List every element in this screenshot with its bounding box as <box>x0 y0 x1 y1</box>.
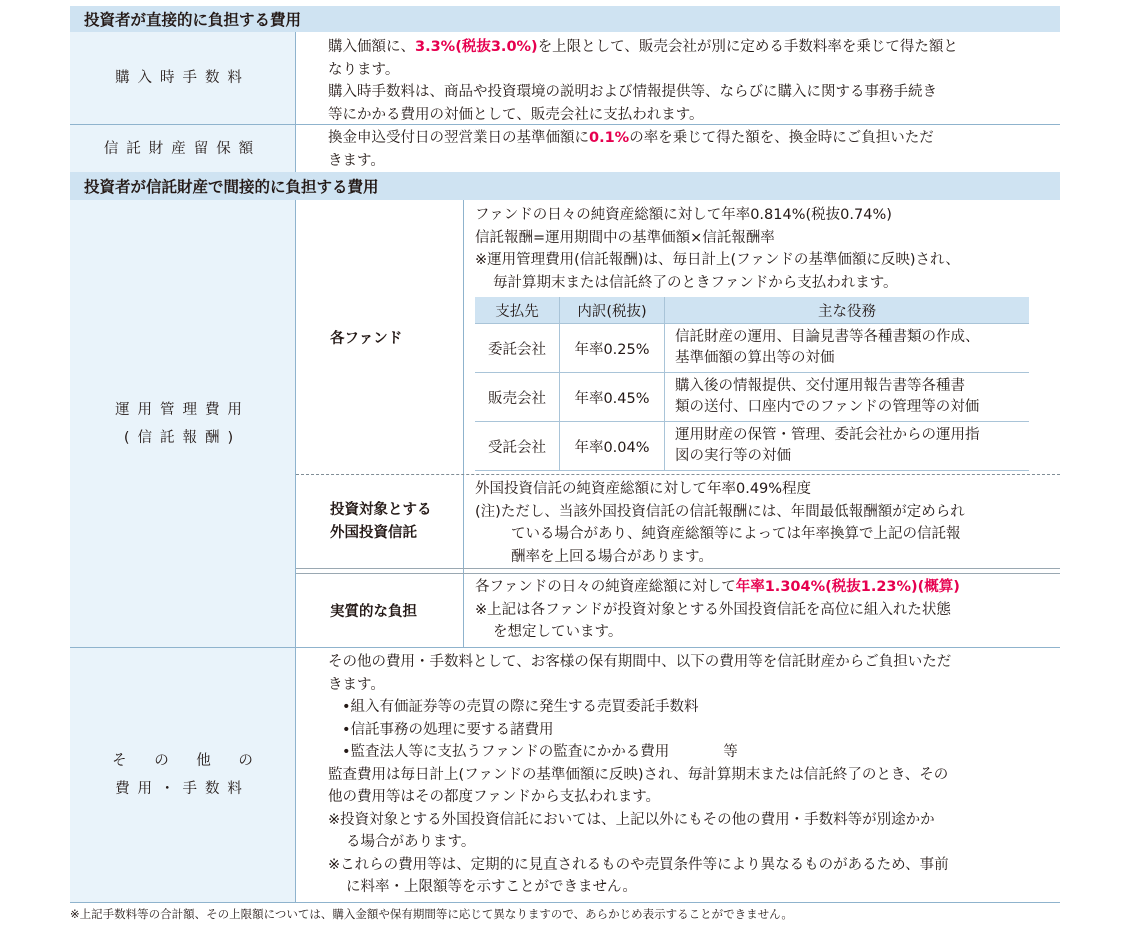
fee-table-header-rate: 内訳(税抜) <box>560 297 665 324</box>
fee-table-header-row <box>475 297 1029 324</box>
trust-reserve-label <box>70 125 295 172</box>
other-costs-label-line2: 費用・手数料 <box>115 781 250 797</box>
other-costs-bullet: •信託事務の処理に要する諸費用 <box>342 721 554 738</box>
column-divider <box>295 32 296 124</box>
sub-column-divider <box>463 200 464 647</box>
purchase-fee-label <box>70 32 295 124</box>
foreign-trust-description: 外国投資信託の純資産総額に対して年率0.49%程度 (注)ただし、当該外国投資信託の信託報酬には、年間最低報酬額が定められ ている場合があり、純資産総額等によっては年率換算で上記の信託報 酬率を上回る場合があります。 <box>475 481 965 565</box>
section-header-indirect-costs: 投資者が信託財産で間接的に負担する費用 <box>70 172 1060 200</box>
fee-table-payee: 委託会社 <box>475 324 560 373</box>
other-costs-description: その他の費用・手数料として、お客様の保有期間中、以下の費用等を信託財産からご負担いただ きます。 •組入有価証券等の売買の際に発生する売買委託手数料 •信託事務の処理に要する諸費用 •監査法人等に支払うファンドの監査にかかる費用 等 監査費用は毎日計上(ファンドの基準価額に反映)され、毎計算期末または信託終了のとき、その 他の費用等はその都度ファンドから支払われます。 ※投資対象とする外国投資信託においては、上記以外にもその他の費用・手数料等が別途かか る場合があります。 ※これらの費用等は、定期的に見直されるものや売買条件等により異なるものがあるため、事前 に料率・上限額等を示すことができません。 <box>328 651 1053 899</box>
each-fund-label: 各ファンド <box>330 330 403 347</box>
fee-table-rate: 年率0.45% <box>560 373 665 422</box>
other-costs-bullet: •監査法人等に支払うファンドの監査にかかる費用 等 <box>342 744 738 760</box>
column-divider <box>295 125 296 172</box>
trust-reserve-label-text: 信託財産留保額 <box>103 140 262 157</box>
column-divider <box>295 648 296 902</box>
trust-reserve-rate: 0.1% <box>589 130 630 146</box>
fee-breakdown-table <box>475 297 1029 471</box>
section-header-direct-costs: 投資者が直接的に負担する費用 <box>70 6 1060 32</box>
fee-table-header-role: 主な役務 <box>665 297 1030 324</box>
effective-burden-rate: 年率1.304%(税抜1.23%)(概算) <box>735 579 960 595</box>
fee-table-header-payee: 支払先 <box>475 297 560 324</box>
management-fee-label-line2: (信託報酬) <box>123 429 242 446</box>
other-costs-label <box>70 648 295 902</box>
fee-table-role: 購入後の情報提供、交付運用報告書等各種書 類の送付、口座内でのファンドの管理等の対価 <box>665 373 1030 422</box>
fee-table-payee: 受託会社 <box>475 422 560 471</box>
management-fee-label-line1: 運用管理費用 <box>115 401 250 418</box>
management-fee-label <box>70 200 295 647</box>
foreign-trust-label <box>330 475 432 569</box>
fee-table-row <box>475 373 1029 422</box>
fee-table-role: 運用財産の保管・管理、委託会社からの運用指 図の実行等の対価 <box>665 422 1030 471</box>
fee-table-payee: 販売会社 <box>475 373 560 422</box>
fee-table-row <box>475 324 1029 373</box>
fee-table-row <box>475 422 1029 471</box>
footnote: ※上記手数料等の合計額、その上限額については、購入金額や保有期間等に応じて異なりますので、あらかじめ表示することができません。 <box>70 907 793 921</box>
effective-burden-label: 実質的な負担 <box>330 603 417 620</box>
column-divider <box>295 200 296 647</box>
trust-reserve-description: 換金申込受付日の翌営業日の基準価額に0.1%の率を乗じて得た額を、換金時にご負担いただ きます。 <box>328 130 934 169</box>
purchase-fee-description: 購入価額に、3.3%(税抜3.0%)を上限として、販売会社が別に定める手数料率を乗じて得た額と なります。 購入時手数料は、商品や投資環境の説明および情報提供等、ならびに購入に関する事務手続き 等にかかる費用の対価として、販売会社に支払われます。 <box>328 39 958 123</box>
purchase-fee-rate: 3.3%(税抜3.0%) <box>415 39 538 55</box>
fee-table-rate: 年率0.25% <box>560 324 665 373</box>
effective-burden-description: 各ファンドの日々の純資産総額に対して年率1.304%(税抜1.23%)(概算) ※上記は各ファンドが投資対象とする外国投資信託を高位に組入れた状態 を想定しています。 <box>475 579 960 640</box>
other-costs-label-line1: その他の <box>112 753 281 769</box>
foreign-trust-label-line2: 外国投資信託 <box>330 525 417 541</box>
purchase-fee-label-text: 購入時手数料 <box>115 70 250 86</box>
each-fund-description: ファンドの日々の純資産総額に対して年率0.814%(税抜0.74%) 信託報酬=運用期間中の基準価額×信託報酬率 ※運用管理費用(信託報酬)は、毎日計上(ファンドの基準価額に反映)され、 毎計算期末または信託終了のときファンドから支払われます。 <box>475 207 960 291</box>
table-bottom-border <box>70 902 1060 903</box>
other-costs-bullet: •組入有価証券等の売買の際に発生する売買委託手数料 <box>342 699 699 715</box>
foreign-trust-label-line1: 投資対象とする <box>330 502 432 518</box>
fee-table-role: 信託財産の運用、目論見書等各種書類の作成、 基準価額の算出等の対価 <box>665 324 1030 373</box>
fee-table-rate: 年率0.04% <box>560 422 665 471</box>
